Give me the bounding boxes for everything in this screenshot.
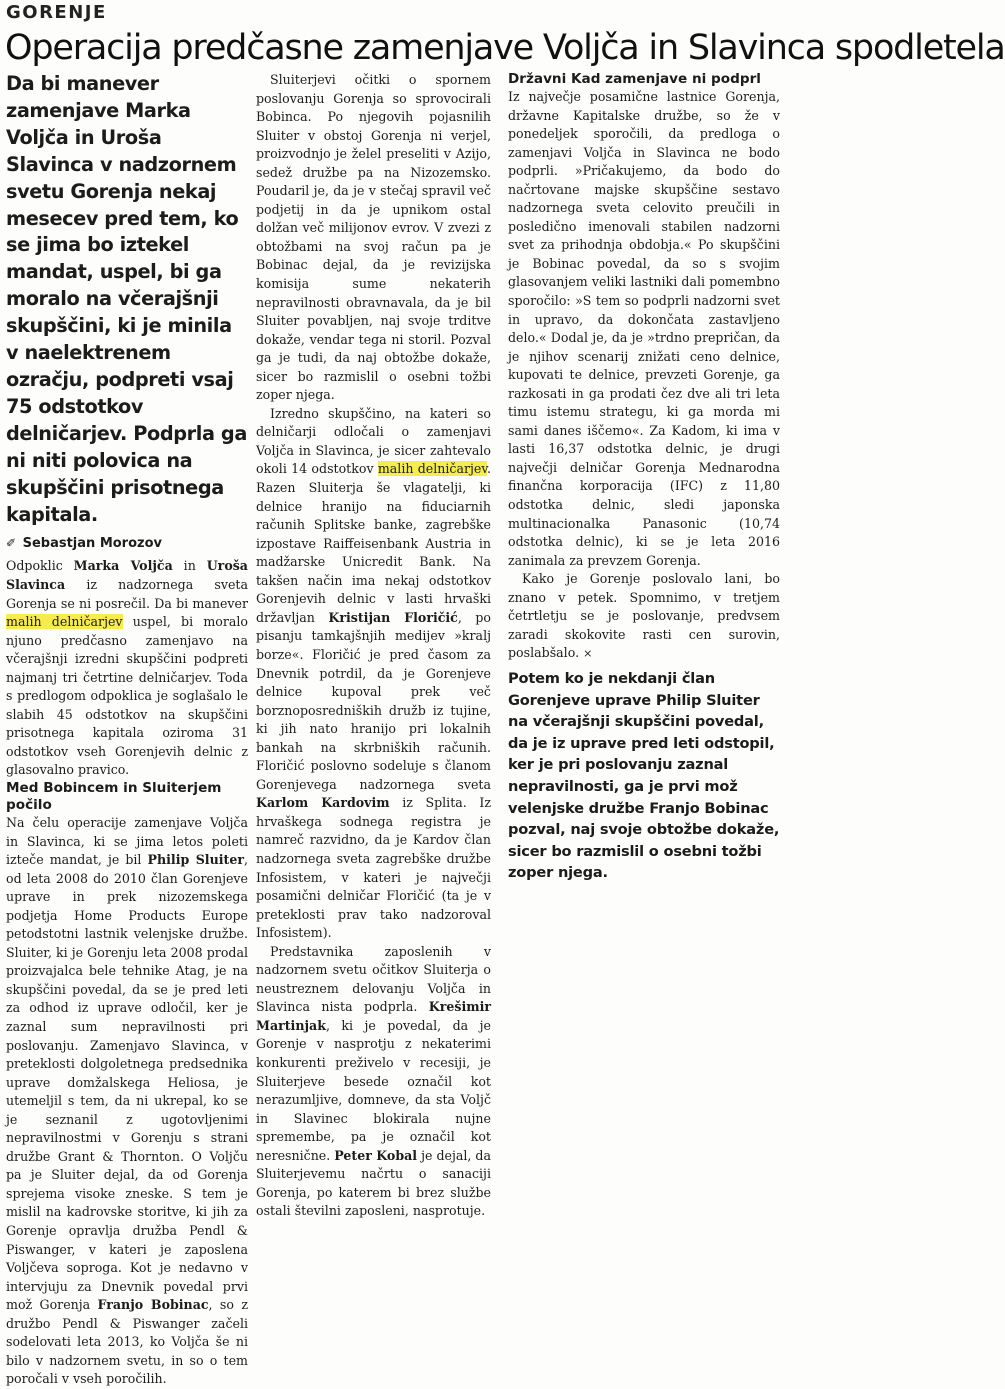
byline — [6, 533, 248, 554]
subheading-2: Državni Kad zamenjave ni podprl — [508, 71, 761, 87]
name-volcic: Marka Voljča — [73, 558, 173, 574]
highlighted-term: malih delničarjev — [377, 461, 487, 477]
end-mark: × — [583, 647, 593, 661]
name-floricic: Kristijan Floričić — [328, 609, 458, 625]
pen-icon: ✐ — [6, 536, 17, 551]
section-label: GORENJE — [6, 2, 107, 23]
column-3 — [508, 71, 780, 884]
paragraph-3: Sluiterjevi očitki o spornem poslovanju Gorenja so sprovocirali Bobinca. Po njegovih pojasnilih Sluiter v obstoj Gorenja ni verjel, proizvodnjo je želel preseliti v Azijo, sedež družbe pa na Nizozemsko. Poudaril je, da je v stečaj spravil več podjetij in da je upnikom ostal dolžan več milijonov evrov. V zvezi z obtožbami na svoj račun pa je Bobinac dejal, da je revizijska komisija sume nekaterih nepravilnosti obravnavala, da je bil Sluiter povabljen, naj svoje trditve dokaže, vendar tega ni storil. Pozval ga je tudi, da naj obtožbe dokaže, sicer bo razmislil o osebni tožbi zoper njega. — [256, 72, 491, 403]
pull-quote: Potem ko je nekdanji član Gorenjeve uprave Philip Sluiter na včerajšnji skupščini povedal, da je iz uprave pred leti odstopil, ker je pri poslovanju zaznal nepravilnosti, ga je prvi mož velenjske družbe Franjo Bobinac pozval, naj svoje obtožbe dokaže, sicer bo razmislil o osebni tožbi zoper njega. — [508, 669, 780, 882]
paragraph-7: Kako je Gorenje poslovalo lani, bo znano v petek. Spomnimo, v tretjem četrtletju se je poslovanje, predvsem zaradi skokovite rasti cen surovin, poslabšalo. × — [508, 571, 780, 661]
name-martinjak: Krešimir Martinjak — [256, 999, 491, 1033]
column-2 — [256, 71, 491, 1221]
subheading-1: Med Bobincem in Sluiterjem počilo — [6, 779, 222, 813]
paragraph-6: Iz največje posamične lastnice Gorenja, državne Kapitalske družbe, so že v ponedeljek sporočili, da predloga o zamenjavi Voljča in Slavinca ne bodo podprli. »Pričakujemo, da bodo do načrtovane majske skupščine sestavo nadzornega sveta celovito preučili in posledično imenovali stabilen nadzorni svet za prihodnja obdobja.« Po skupščini je Bobinac povedal, da so s svojim glasovanjem veliki lastniki dali pomembno sporočilo: »S tem so podprli nadzorni svet in upravo, da dokončata zastavljeno delo.« Dodal je, da je »trdno prepričan, da je njihov scenarij znižati ceno delnice, kupovati te delnice, prevzeti Gorenje, ga razkosati in ga prodati čez dve ali tri leta timu istemu strategu, ki ga morda mi sami danes iščemo«. Za Kadom, ki ima v lasti 16,37 odstotka delnic, je drugi največji delničar Gorenja Mednarodna finančna korporacija (IFC) z 11,80 odstotka delnic, sledi japonska multinacionalka Panasonic (10,74 odstotka delnic), ki se je leta 2016 zanimala za prevzem Gorenja. — [508, 89, 780, 568]
name-sluiter: Philip Sluiter — [147, 852, 244, 868]
name-bobinac: Franjo Bobinac — [97, 1297, 209, 1313]
name-kobal: Peter Kobal — [334, 1147, 418, 1163]
lead-paragraph: Da bi manever zamenjave Marka Voljča in Uroša Slavinca v nadzornem svetu Gorenja nekaj mesecev pred tem, ko se jima bo iztekel mandat, uspel, bi ga moralo na včerajšnji skupščini, ki je minila v naelektrenem ozračju, podpreti vsaj 75 odstotkov delničarjev. Podprla ga ni niti polovica na skupščini prisotnega kapitala. — [6, 72, 247, 526]
headline: Operacija predčasne zamenjave Voljča in Slavinca spodletela — [5, 28, 1005, 68]
name-kardovim: Karlom Kardovim — [256, 795, 390, 811]
paragraph-4: Izredno skupščino, na kateri so delničarji odločali o zamenjavi Voljča in Slavinca, je sicer zahtevalo okoli 14 odstotkov malih delničarjev. Razen Sluiterja še vlagatelji, ki delnice hranijo na fiduciarnih računih Splitske banke, zagrebške izpostave Raiffeisenbank Austria in madžarske Unicredit Bank. Na takšen način ima nekaj odstotkov Gorenjevih delnic v lasti hrvaški državljan Kristijan Floričić, po pisanju tamkajšnjih medijev »kralj borze«. Floričić je pred časom za Dnevnik potrdil, da je Gorenjeve delnice kupoval prek več borznoposredniških družb iz tujine, ki jih nato hranijo pri lokalnih bankah na skrbniških računih. Floričić poslovno sodeluje s članom Gorenjevega nadzornega sveta Karlom Kardovim iz Splita. Iz hrvaškega sodnega registra je namreč razvidno, da je Kardov član nadzornega sveta zagrebške družbe Infosistem, v kateri je največji posamični delničar Floričić (ta je v preteklosti prav tako nadzoroval Infosistem). — [256, 405, 491, 941]
highlighted-term: malih delničarjev — [6, 614, 123, 630]
paragraph-1: Odpoklic Marka Voljča in Uroša Slavinca iz nadzornega sveta Gorenja se ni posrečil. Da bi manever malih delničarjev uspel, bi moralo njuno predčasno zamenjavo na včerajšnji izredni skupščini podpreti najmanj tri četrtine delničarjev. Toda s predlogom odpoklica je soglašalo le slabih 45 odstotkov na skupščini prisotnega kapitala oziroma 31 odstotkov vseh Gorenjevih delnic z glasovalno pravico. — [6, 558, 248, 778]
paragraph-5: Predstavnika zaposlenih v nadzornem svetu očitkov Sluiterja o neustreznem delovanju Voljča in Slavinca nista podprla. Krešimir Martinjak, ki je povedal, da je Gorenje v nasprotju z nekaterimi konkurenti preživelo v recesiji, je Sluiterjeve besede označil kot nerazumljive, domneve, da sta Voljč in Slavinec blokirala nujne spremembe, pa je označil kot neresnične. Peter Kobal je dejal, da Sluiterjevemu načrtu o sanaciji Gorenja, po katerem bi brez službe ostali številni zaposleni, nasprotuje. — [256, 943, 491, 1219]
author-name: Sebastjan Morozov — [22, 536, 162, 552]
column-1 — [6, 71, 248, 1389]
paragraph-2: Na čelu operacije zamenjave Voljča in Slavinca, ki se jima letos poleti izteče mandat, je bil Philip Sluiter, od leta 2008 do 2010 član Gorenjeve uprave in prek nizozemskega podjetja Home Products Europe petodstotni lastnik velenjske družbe. Sluiter, ki je Gorenju leta 2008 prodal proizvajalca bele tehnike Atag, je na skupščini povedal, da se je pred leti za odhod iz uprave odločil, ker je zaznal sum nepravilnosti pri poslovanju. Zamenjavo Slavinca, v preteklosti dolgoletnega predsednika uprave domžalskega Heliosa, je utemeljil s tem, da ni ukrepal, ko se je seznanil z ugotovljenimi nepravilnostmi v Gorenju s strani družbe Grant & Thornton. O Voljču pa je Sluiter dejal, da od Gorenja sprejema visoke zneske. S tem je mislil na kadrovske storitve, ki jih za Gorenje opravlja družba Pendl & Piswanger, v kateri je zaposlena Voljčeva soproga. Kot je nedavno v intervjuju za Dnevnik povedal prvi mož Gorenja Franjo Bobinac, so z družbo Pendl & Piswanger začeli sodelovati leta 2013, ko Voljča še ni bilo v nadzornem svetu, in so o tem poročali v vseh poročilih. — [6, 814, 248, 1387]
name-slavinec: Uroša Slavinca — [6, 558, 248, 592]
